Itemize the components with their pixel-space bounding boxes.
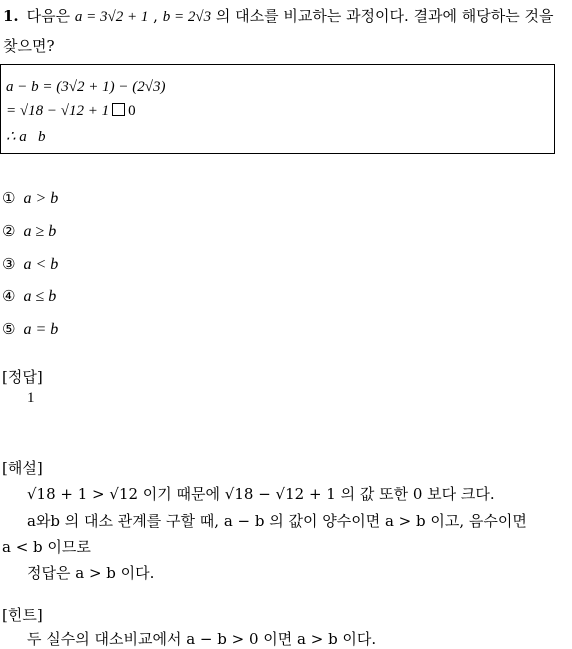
process-line-1: a − b = (3√2 + 1) − (2√3) (6, 79, 166, 95)
process-line-2-expression: = √18 − √12 + 1 (6, 103, 110, 119)
a-definition: a = 3√2 + 1 (74, 9, 149, 25)
answer-value: 1 (27, 390, 35, 406)
hint-line-1: 두 실수의 대소비교에서 a − b > 0 이면 a > b 이다. (27, 630, 377, 648)
option-2[interactable] (2, 222, 56, 241)
option-5-text: a = b (23, 321, 59, 338)
option-3-text: a < b (23, 256, 59, 273)
option-5-mark: ⑤ (2, 320, 16, 338)
comparison-process-box (0, 64, 555, 154)
question-intro: 다음은 (26, 7, 75, 25)
option-4-text: a ≤ b (23, 288, 57, 305)
explanation-heading: [해설] (2, 459, 43, 477)
option-3[interactable] (2, 255, 58, 274)
option-3-mark: ③ (2, 255, 16, 273)
process-line-3: ∴ a b (6, 129, 46, 145)
question-prompt: 의 대소를 비교하는 과정이다. 결과에 해당하는 것을 찾으면? (3, 7, 554, 55)
answer-heading: [정답] (2, 368, 43, 386)
explanation-line-1: √18 + 1 > √12 이기 때문에 √18 − √12 + 1 의 값 또한 0 보다 크다. (27, 485, 495, 503)
option-4[interactable] (2, 287, 56, 306)
explanation-line-2: a와b 의 대소 관계를 구할 때, a − b 의 값이 양수이면 a > b 이고, 음수이면 (27, 512, 527, 530)
blank-box-icon (112, 103, 125, 116)
option-2-text: a ≥ b (23, 223, 57, 240)
b-definition: b = 2√3 (162, 9, 212, 25)
process-line-2 (6, 103, 136, 120)
explanation-line-3: a < b 이므로 (2, 538, 91, 556)
option-1-mark: ① (2, 189, 16, 207)
hint-heading: [힌트] (2, 606, 43, 624)
explanation-line-4: 정답은 a > b 이다. (27, 564, 155, 582)
option-1[interactable] (2, 189, 58, 208)
option-1-text: a > b (23, 190, 59, 207)
definition-separator: , (148, 7, 163, 25)
option-2-mark: ② (2, 222, 16, 240)
question-number: 1. (3, 7, 19, 25)
option-4-mark: ④ (2, 287, 16, 305)
option-5[interactable] (2, 320, 58, 339)
question-text (3, 2, 569, 61)
process-line-2-zero: 0 (128, 103, 136, 119)
